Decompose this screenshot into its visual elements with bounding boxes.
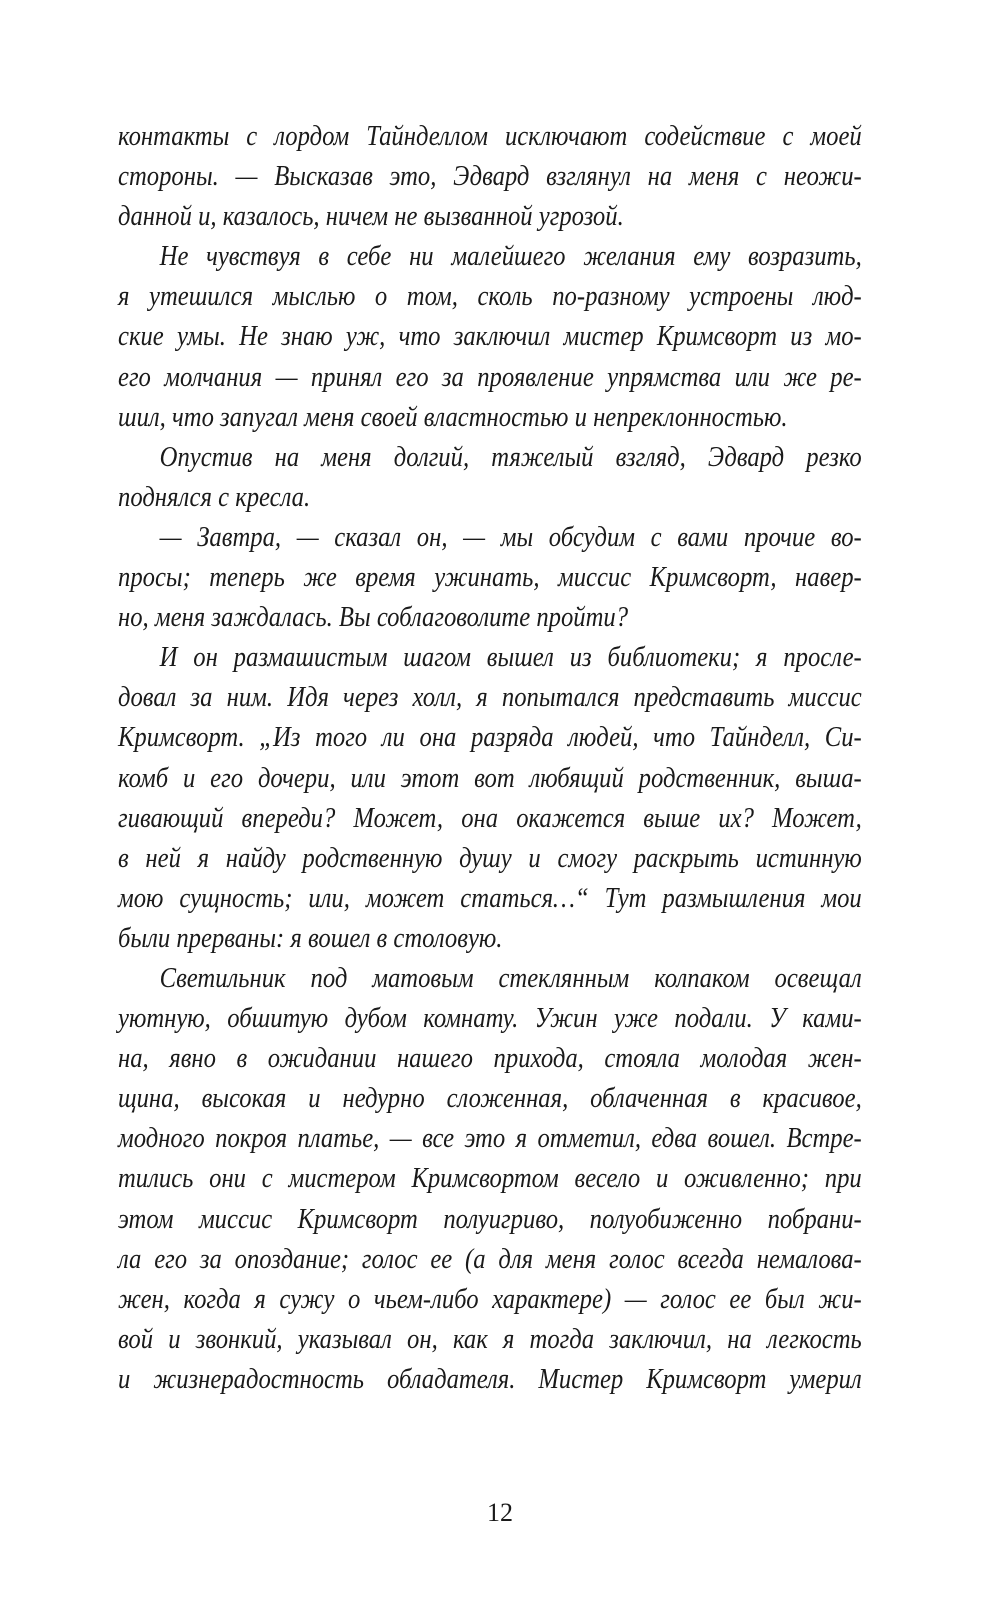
text-line: стороны. — Высказав это, Эдвард взглянул на меня с неожи- xyxy=(118,160,862,193)
text-line: вой и звонкий, указывал он, как я тогда заключил, на легкость xyxy=(118,1322,862,1355)
text-line: довал за ним. Идя через холл, я попытался представить миссис xyxy=(118,681,862,714)
text-line: И он размашистым шагом вышел из библиотеки; я просле- xyxy=(159,641,862,674)
text-line: щина, высокая и недурно сложенная, облаченная в красивое, xyxy=(118,1082,862,1115)
text-line: Кримсворт. „Из того ли она разряда людей, что Тайнделл, Си- xyxy=(118,721,862,754)
text-line: гивающий впереди? Может, она окажется выше их? Может, xyxy=(118,801,862,834)
text-line: просы; теперь же время ужинать, миссис Кримсворт, навер- xyxy=(118,561,862,594)
text-line: Опустив на меня долгий, тяжелый взгляд, Эдвард резко xyxy=(159,440,862,473)
text-line: его молчания — принял его за проявление упрямства или же ре- xyxy=(118,360,862,393)
text-line: но, меня заждалась. Вы соблаговолите пройти? xyxy=(118,601,629,634)
text-line: комб и его дочери, или этот вот любящий родственник, выша- xyxy=(118,761,862,794)
text-line: — Завтра, — сказал он, — мы обсудим с вами прочие во- xyxy=(159,520,862,553)
text-line: мою сущность; или, может статься…“ Тут размышления мои xyxy=(118,881,862,914)
text-line: жен, когда я сужу о чьем-либо характере) — голос ее был жи- xyxy=(118,1282,862,1315)
body-text xyxy=(118,116,862,1399)
text-line: данной и, казалось, ничем не вызванной угрозой. xyxy=(118,200,624,233)
text-line: в ней я найду родственную душу и смогу раскрыть истинную xyxy=(118,841,862,874)
text-line: были прерваны: я вошел в столовую. xyxy=(118,921,503,954)
text-line: этом миссис Кримсворт полуигриво, полуобиженно побрани- xyxy=(118,1202,862,1235)
text-line: поднялся с кресла. xyxy=(118,480,311,513)
text-line: и жизнерадостность обладателя. Мистер Кримсворт умерил xyxy=(118,1362,862,1395)
text-line: на, явно в ожидании нашего прихода, стояла молодая жен- xyxy=(118,1042,862,1075)
page-number: 12 xyxy=(487,1498,513,1527)
text-line: модного покроя платье, — все это я отметил, едва вошел. Встре- xyxy=(118,1122,862,1155)
text-line: уютную, обшитую дубом комнату. Ужин уже подали. У ками- xyxy=(118,1002,862,1035)
text-line: контакты с лордом Тайнделлом исключают содействие с моей xyxy=(118,120,862,152)
text-line: ские умы. Не знаю уж, что заключил мистер Кримсворт из мо- xyxy=(118,320,862,353)
text-line: Светильник под матовым стеклянным колпаком освещал xyxy=(159,961,862,994)
text-line: ла его за опоздание; голос ее (а для меня голос всегда немалова- xyxy=(118,1242,862,1275)
text-line: я утешился мыслью о том, сколь по-разному устроены люд- xyxy=(118,280,862,313)
text-line: тились они с мистером Кримсвортом весело и оживленно; при xyxy=(118,1162,862,1195)
text-line: шил, что запугал меня своей властностью и непреклонностью. xyxy=(118,400,788,433)
text-line: Не чувствуя в себе ни малейшего желания ему возразить, xyxy=(159,240,862,273)
